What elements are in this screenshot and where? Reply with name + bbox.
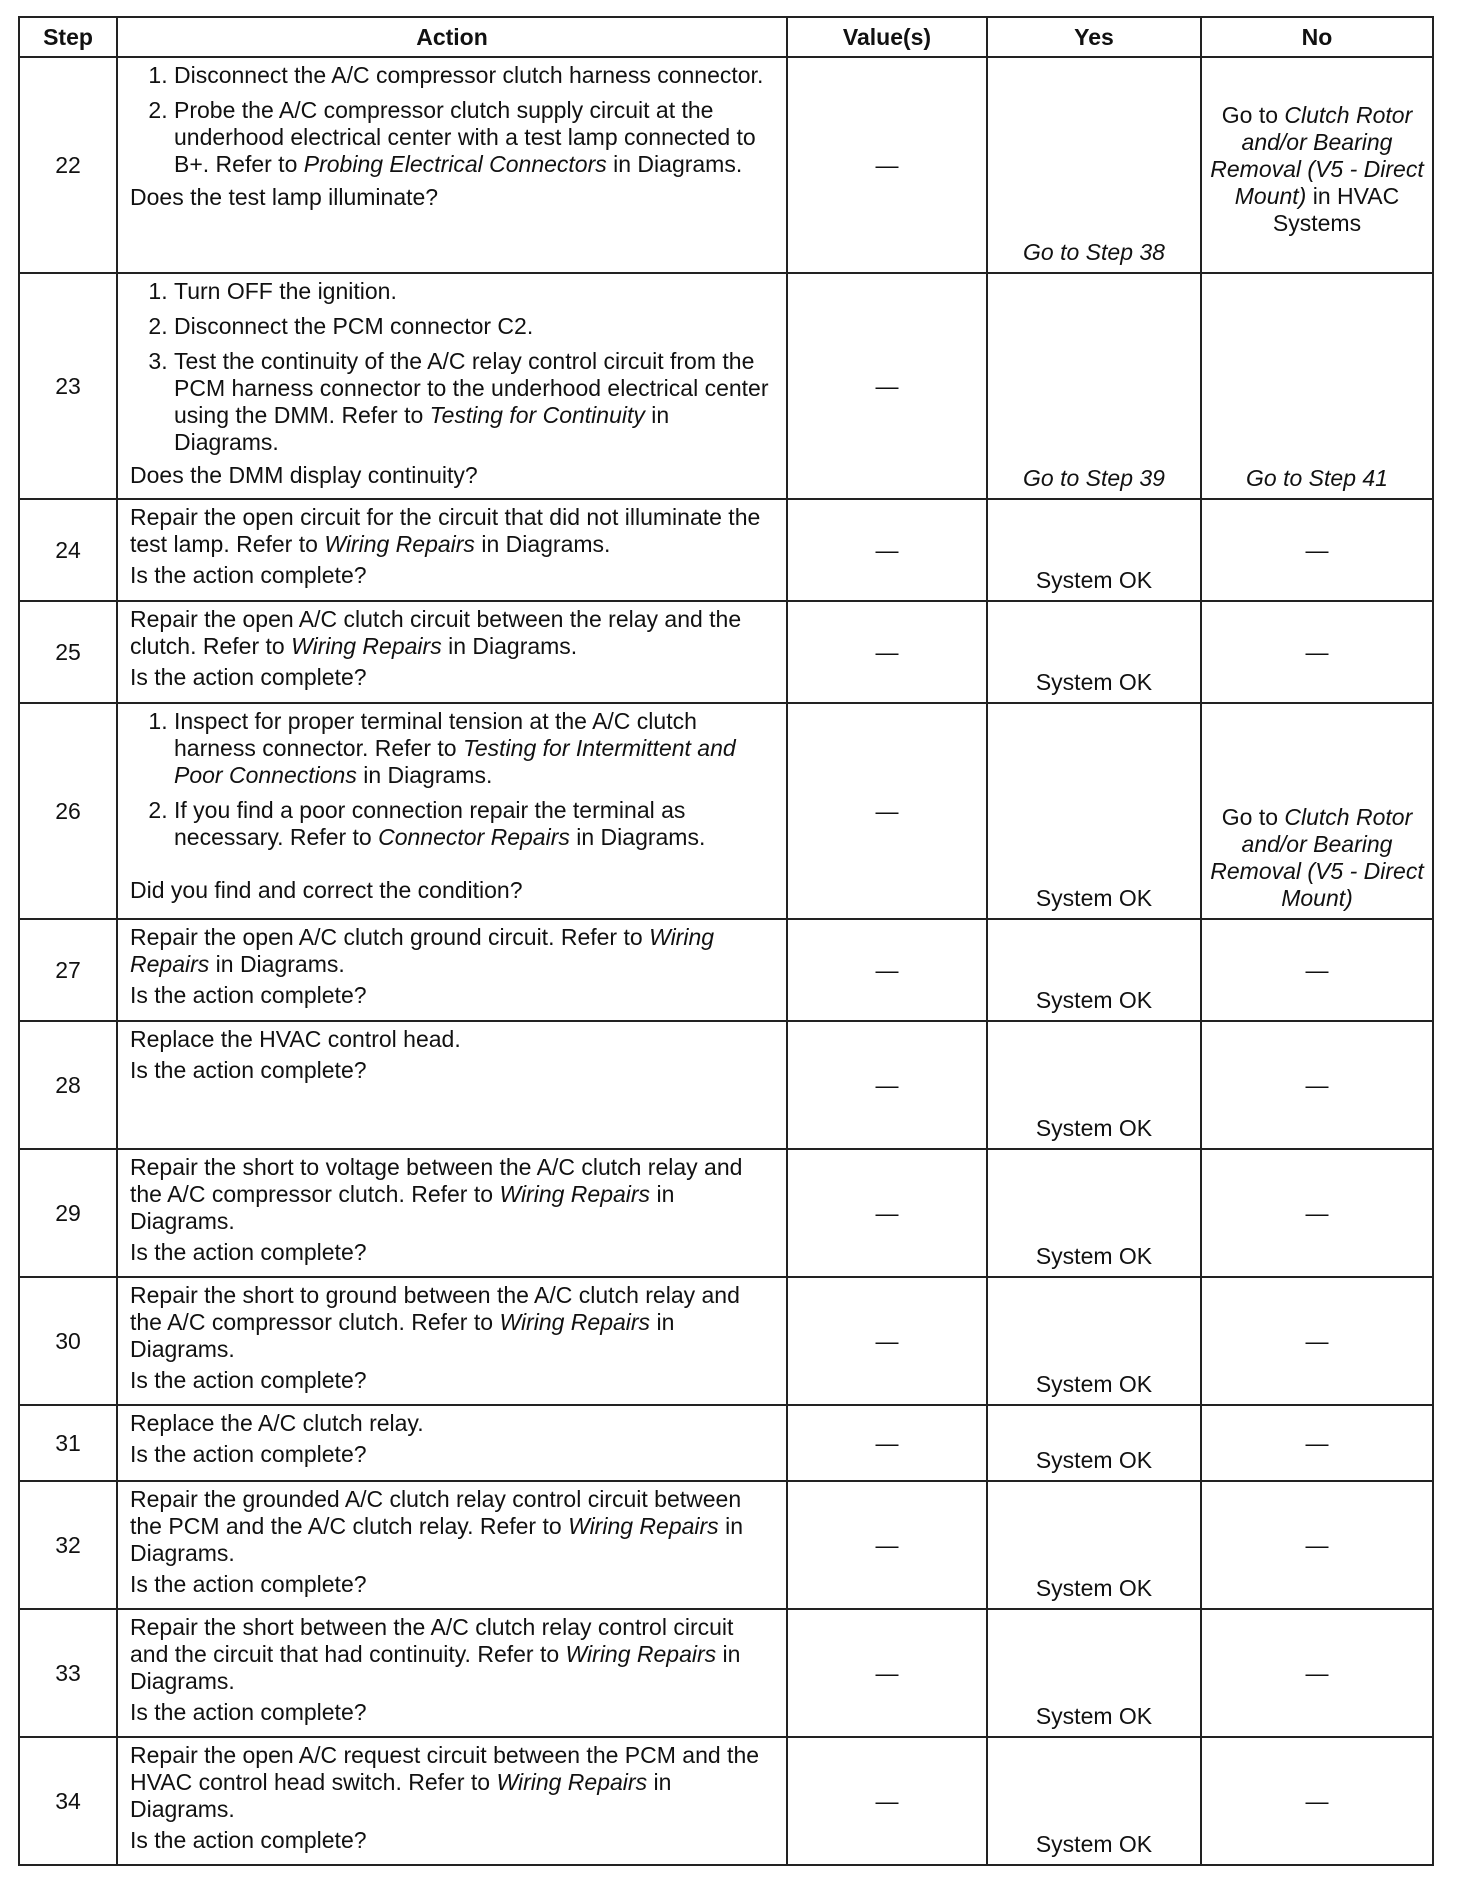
action-item: 2. If you find a poor connection repair the terminal as necessary. Refer to Connector Repairs in Diagrams.: [174, 797, 778, 851]
step-number: 32: [19, 1481, 117, 1609]
action-question: Is the action complete?: [130, 1239, 367, 1265]
header-step: Step: [19, 17, 117, 57]
action-cell: [117, 1609, 787, 1737]
yes-cell: System OK: [987, 1277, 1201, 1405]
table-row: [19, 499, 1433, 601]
diagnostic-table-sheet: [18, 16, 1432, 1866]
step-number: 28: [19, 1021, 117, 1149]
value-cell: —: [787, 1609, 987, 1737]
reference-link: Wiring Repairs: [499, 1181, 651, 1207]
action-text: Replace the HVAC control head.: [130, 1026, 461, 1052]
table-row: [19, 57, 1433, 273]
no-cell: —: [1201, 601, 1433, 703]
action-text: Repair the open circuit for the circuit that did not illuminate the test lamp. Refer to Wiring Repairs in Diagrams.: [130, 504, 761, 557]
value-cell: —: [787, 1737, 987, 1865]
reference-link: Probing Electrical Connectors: [303, 151, 607, 177]
table-row: [19, 1405, 1433, 1481]
action-text: Repair the open A/C request circuit between the PCM and the HVAC control head switch. Refer to Wiring Repairs in Diagrams.: [130, 1742, 760, 1822]
action-text: Repair the short between the A/C clutch relay control circuit and the circuit that had continuity. Refer to Wiring Repairs in Diagrams.: [130, 1614, 741, 1694]
reference-link: Connector Repairs: [378, 824, 570, 850]
table-row: [19, 1609, 1433, 1737]
yes-cell: System OK: [987, 1481, 1201, 1609]
action-question: Is the action complete?: [130, 982, 367, 1008]
yes-cell: System OK: [987, 601, 1201, 703]
header-no: No: [1201, 17, 1433, 57]
no-cell: —: [1201, 1277, 1433, 1405]
step-number: 33: [19, 1609, 117, 1737]
table-row: [19, 1481, 1433, 1609]
reference-link: Wiring Repairs: [291, 633, 442, 659]
action-item: 1. Turn OFF the ignition.: [174, 278, 778, 305]
table-row: [19, 1021, 1433, 1149]
no-cell: Go to Clutch Rotor and/or Bearing Removal (V5 - Direct Mount): [1201, 703, 1433, 919]
no-cell: Go to Step 41: [1201, 273, 1433, 499]
value-cell: —: [787, 703, 987, 919]
diagnostic-table: [18, 16, 1434, 1866]
action-question: Is the action complete?: [130, 562, 367, 588]
step-number: 34: [19, 1737, 117, 1865]
no-cell: —: [1201, 1609, 1433, 1737]
no-cell: —: [1201, 1021, 1433, 1149]
table-row: [19, 1149, 1433, 1277]
action-cell: [117, 57, 787, 273]
no-cell: —: [1201, 1481, 1433, 1609]
action-text: Replace the A/C clutch relay.: [130, 1410, 424, 1436]
action-cell: [117, 919, 787, 1021]
step-number: 29: [19, 1149, 117, 1277]
action-question: Is the action complete?: [130, 1827, 367, 1853]
yes-cell: System OK: [987, 1149, 1201, 1277]
action-question: Does the test lamp illuminate?: [130, 184, 439, 210]
action-cell: [117, 703, 787, 919]
action-text: Repair the open A/C clutch circuit between the relay and the clutch. Refer to Wiring Repairs in Diagrams.: [130, 606, 742, 659]
step-number: 31: [19, 1405, 117, 1481]
action-question: Is the action complete?: [130, 1367, 367, 1393]
action-cell: [117, 1405, 787, 1481]
table-row: [19, 1737, 1433, 1865]
action-item: 2. Disconnect the PCM connector C2.: [174, 313, 778, 340]
action-cell: [117, 1149, 787, 1277]
no-cell: —: [1201, 1149, 1433, 1277]
yes-cell: System OK: [987, 1609, 1201, 1737]
action-item: 2. Probe the A/C compressor clutch supply circuit at the underhood electrical center with a test lamp connected to B+. Refer to Probing Electrical Connectors in Diagrams.: [174, 97, 778, 178]
header-action: Action: [117, 17, 787, 57]
table-row: [19, 1277, 1433, 1405]
action-list: [130, 62, 778, 178]
table-row: [19, 919, 1433, 1021]
no-cell: —: [1201, 919, 1433, 1021]
yes-cell: System OK: [987, 1405, 1201, 1481]
step-number: 25: [19, 601, 117, 703]
step-number: 24: [19, 499, 117, 601]
action-list: [130, 278, 778, 456]
reference-link: Testing for Intermittent and Poor Connections: [174, 735, 736, 788]
action-cell: [117, 499, 787, 601]
step-number: 27: [19, 919, 117, 1021]
header-yes: Yes: [987, 17, 1201, 57]
yes-cell: System OK: [987, 919, 1201, 1021]
action-question: Is the action complete?: [130, 1057, 367, 1083]
reference-link: Wiring Repairs: [565, 1641, 717, 1667]
header-row: [19, 17, 1433, 57]
no-cell: —: [1201, 1737, 1433, 1865]
action-cell: [117, 273, 787, 499]
action-cell: [117, 601, 787, 703]
step-number: 22: [19, 57, 117, 273]
reference-link: Wiring Repairs: [568, 1513, 719, 1539]
value-cell: —: [787, 499, 987, 601]
table-row: [19, 601, 1433, 703]
value-cell: —: [787, 601, 987, 703]
action-text: Repair the open A/C clutch ground circuit. Refer to Wiring Repairs in Diagrams.: [130, 924, 715, 977]
step-number: 26: [19, 703, 117, 919]
action-cell: [117, 1021, 787, 1149]
action-item: 3. Test the continuity of the A/C relay control circuit from the PCM harness connector to the underhood electrical center using the DMM. Refer to Testing for Continuity in Diagrams.: [174, 348, 778, 456]
action-text: Repair the grounded A/C clutch relay control circuit between the PCM and the A/C clutch relay. Refer to Wiring Repairs in Diagrams.: [130, 1486, 743, 1566]
action-item: 1. Disconnect the A/C compressor clutch harness connector.: [174, 62, 778, 89]
action-question: Does the DMM display continuity?: [130, 462, 478, 488]
yes-cell: System OK: [987, 1737, 1201, 1865]
action-question: Is the action complete?: [130, 1441, 367, 1467]
action-question: Is the action complete?: [130, 1571, 367, 1597]
action-item: 1. Inspect for proper terminal tension at the A/C clutch harness connector. Refer to Testing for Intermittent and Poor Connections in Diagrams.: [174, 708, 778, 789]
step-number: 30: [19, 1277, 117, 1405]
value-cell: —: [787, 273, 987, 499]
no-cell: Go to Clutch Rotor and/or Bearing Removal (V5 - Direct Mount) in HVAC Systems: [1201, 57, 1433, 273]
action-cell: [117, 1481, 787, 1609]
yes-cell: Go to Step 39: [987, 273, 1201, 499]
action-question: Is the action complete?: [130, 664, 367, 690]
value-cell: —: [787, 1481, 987, 1609]
yes-cell: System OK: [987, 1021, 1201, 1149]
header-values: Value(s): [787, 17, 987, 57]
action-cell: [117, 1737, 787, 1865]
table-row: [19, 703, 1433, 919]
no-cell: —: [1201, 1405, 1433, 1481]
action-list: [130, 708, 778, 851]
action-text: Repair the short to ground between the A/C clutch relay and the A/C compressor clutch. Refer to Wiring Repairs in Diagrams.: [130, 1282, 740, 1362]
action-text: Repair the short to voltage between the A/C clutch relay and the A/C compressor clutch. Refer to Wiring Repairs in Diagrams.: [130, 1154, 743, 1234]
value-cell: —: [787, 1277, 987, 1405]
reference-link: Testing for Continuity: [429, 402, 645, 428]
reference-link: Wiring Repairs: [130, 924, 715, 977]
reference-link: Wiring Repairs: [324, 531, 475, 557]
value-cell: —: [787, 1405, 987, 1481]
action-question: Did you find and correct the condition?: [130, 877, 523, 903]
action-cell: [117, 1277, 787, 1405]
step-number: 23: [19, 273, 117, 499]
reference-link: Wiring Repairs: [496, 1769, 648, 1795]
reference-link: Wiring Repairs: [499, 1309, 651, 1335]
action-question: Is the action complete?: [130, 1699, 367, 1725]
value-cell: —: [787, 57, 987, 273]
yes-cell: System OK: [987, 703, 1201, 919]
value-cell: —: [787, 1149, 987, 1277]
table-row: [19, 273, 1433, 499]
value-cell: —: [787, 1021, 987, 1149]
yes-cell: System OK: [987, 499, 1201, 601]
no-cell: —: [1201, 499, 1433, 601]
value-cell: —: [787, 919, 987, 1021]
yes-cell: Go to Step 38: [987, 57, 1201, 273]
